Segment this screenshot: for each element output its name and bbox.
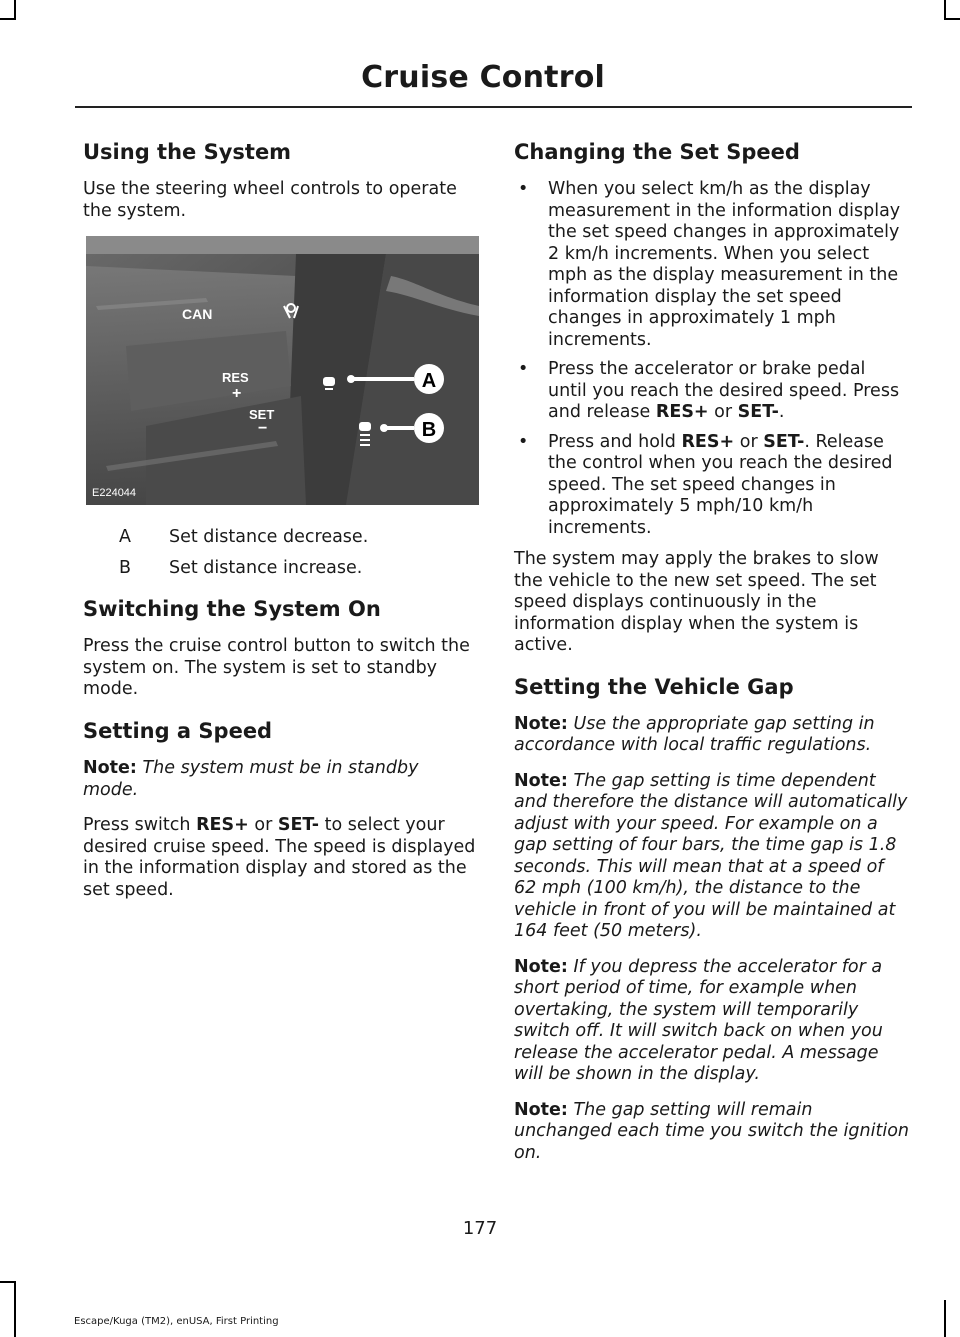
using-intro: Use the steering wheel controls to operate the system. — [83, 179, 457, 221]
note-label: Note: — [514, 956, 568, 977]
note-text: The gap setting will remain unchanged each time you switch the ignition on. — [514, 1099, 909, 1163]
note-label: Note: — [83, 758, 137, 779]
crop-mark — [944, 1300, 946, 1337]
callout-a: A — [421, 370, 437, 393]
res-control-name: RES+ — [681, 431, 735, 452]
bullet-text: When you select km/h as the display measurement in the information display the set speed changes in approximately 2 km/h increments. When you select mph as the display measurement in the information display the set speed changes in approximately 1 mph increments. — [548, 179, 901, 350]
footer-text: Escape/Kuga (TM2), enUSA, First Printing — [74, 1316, 279, 1327]
crop-mark — [14, 1281, 16, 1337]
steering-controls-illustration — [86, 236, 479, 505]
legend-row — [83, 527, 478, 548]
setting-text-start: Press switch — [83, 815, 191, 836]
res-plus-label: + — [232, 385, 242, 403]
changing-paragraph: The system may apply the brakes to slow the vehicle to the new set speed. The set speed displays continuously in the information display when the system is active. — [514, 549, 879, 656]
set-control-name: SET- — [277, 815, 320, 836]
setting-note — [83, 758, 478, 801]
legend-row — [83, 558, 478, 579]
note-text: The system must be in standby mode. — [83, 758, 419, 800]
gap-note — [514, 957, 909, 1086]
legend-text: Set distance increase. — [169, 558, 363, 579]
set-control-name: SET- — [763, 431, 805, 452]
note-label: Note: — [514, 770, 568, 791]
set-minus-label: − — [258, 420, 268, 438]
list-item — [514, 359, 909, 424]
crop-mark — [14, 0, 16, 20]
note-label: Note: — [514, 713, 568, 734]
res-control-name: RES+ — [196, 815, 249, 836]
left-column — [83, 140, 478, 915]
crop-mark — [0, 1281, 16, 1283]
bullet: • — [518, 431, 529, 452]
crop-mark — [944, 0, 946, 20]
setting-text — [83, 815, 478, 901]
bullet: • — [518, 359, 529, 380]
note-label: Note: — [514, 1099, 568, 1120]
list-item — [514, 432, 909, 540]
setting-text-end: to select your desired cruise speed. The speed is displayed in the information display and stored as the set speed. — [83, 815, 476, 900]
section-heading-changing: Changing the Set Speed — [514, 140, 800, 164]
note-text: The gap setting is time dependent and therefore the distance will automatically adjust with your speed. For example on a gap setting of four bars, the time gap is 1.8 seconds. This will mean that at a speed of 62 mph (100 km/h), the distance to the vehicle in front of you will be maintained at 164 feet (50 meters). — [514, 770, 908, 942]
crop-mark — [944, 18, 960, 20]
res-control-name: RES+ — [655, 402, 709, 423]
switching-text: Press the cruise control button to switch the system on. The system is set to standby mode. — [83, 636, 470, 700]
bullet: • — [518, 179, 529, 200]
section-heading-switching: Switching the System On — [83, 597, 381, 622]
bullet-text: Press the accelerator or brake pedal until you reach the desired speed. Press and release — [548, 359, 900, 423]
or-text: or — [739, 431, 758, 452]
res-label: RES — [222, 370, 249, 386]
crop-mark — [0, 18, 16, 20]
bullet-text: Press and hold — [548, 431, 676, 452]
header-rule — [75, 106, 912, 108]
or-text: or — [254, 815, 273, 836]
gap-note — [514, 771, 909, 943]
note-text: If you depress the accelerator for a short period of time, for example when overtaking, the system will temporarily switch off. It will switch back on when you release the accelerator pedal. A message will be shown in the display. — [514, 956, 883, 1085]
legend-text: Set distance decrease. — [169, 527, 369, 548]
section-heading-setting: Setting a Speed — [83, 718, 273, 743]
figure-id: E224044 — [92, 487, 137, 500]
bullet-text-end: . Release the control when you reach the desired speed. The set speed changes in approximately 5 mph/10 km/h increments. — [548, 431, 893, 538]
can-label: CAN — [182, 306, 213, 323]
callout-b: B — [421, 419, 437, 442]
section-heading-using: Using the System — [83, 140, 292, 164]
legend-key: A — [119, 527, 131, 548]
page-title: Cruise Control — [361, 60, 605, 95]
right-column — [514, 140, 909, 1178]
changing-bullet-list — [514, 179, 909, 539]
gap-note — [514, 714, 909, 757]
set-control-name: SET- — [737, 402, 779, 423]
or-text: or — [714, 402, 733, 423]
page-number: 177 — [462, 1218, 498, 1239]
set-label: SET — [249, 407, 275, 423]
gap-note — [514, 1100, 909, 1165]
bullet-text-end: . — [778, 402, 785, 423]
steering-controls-figure — [86, 236, 479, 505]
section-heading-gap: Setting the Vehicle Gap — [514, 674, 794, 699]
note-text: Use the appropriate gap setting in accordance with local traffic regulations. — [514, 713, 875, 756]
list-item — [514, 179, 909, 351]
legend-key: B — [119, 558, 132, 579]
